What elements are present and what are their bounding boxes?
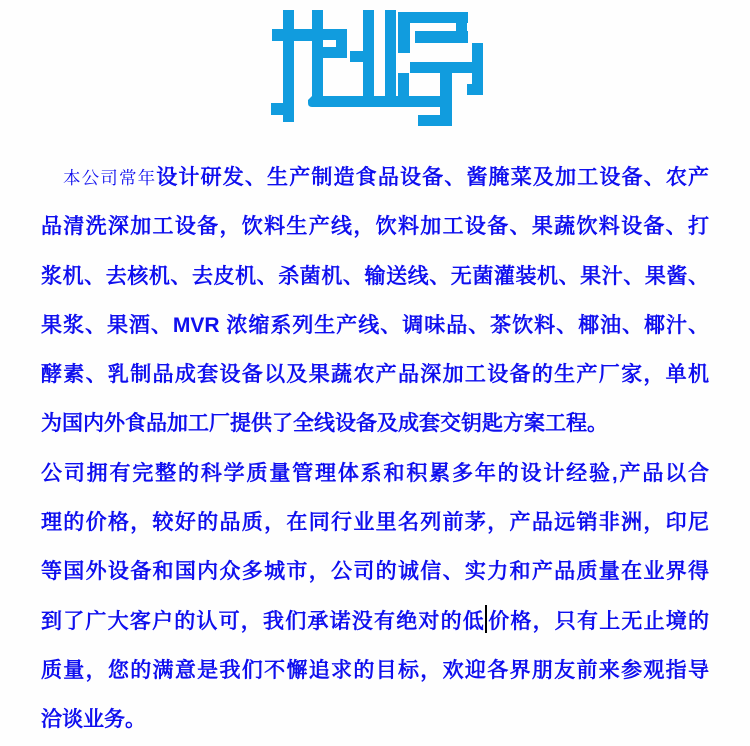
line-text: 到了广大客户的认可，我们承诺没有绝对的低: [41, 609, 485, 633]
line-text: 价格，只有上无止境的: [487, 609, 709, 633]
paragraph-line: 浆机、去核机、去皮机、杀菌机、输送线、无菌灌装机、果汁、果酱、: [41, 264, 709, 288]
paragraph-line: 果浆、果酒、MVR 浓缩系列生产线、调味品、茶饮料、椰油、椰汁、: [41, 313, 709, 337]
paragraph-line: [41, 597, 709, 646]
document-body: [41, 153, 709, 745]
lead-in-text: 本公司常年: [63, 168, 157, 188]
company-strength-paragraph[interactable]: [41, 449, 709, 745]
paragraph-line: 酵素、乳制品成套设备以及果蔬农产品深加工设备的生产厂家，单机: [41, 363, 709, 387]
intro-paragraph[interactable]: [41, 153, 709, 449]
paragraph-line: 等国外设备和国内众多城市，公司的诚信、实力和产品质量在业界得: [41, 560, 709, 584]
paragraph-line: 公司拥有完整的科学质量管理体系和积累多年的设计经验,产品以合: [41, 461, 709, 485]
paragraph-line: 质量，您的满意是我们不懈追求的目标，欢迎各界朋友前来参观指导: [41, 658, 709, 682]
line-text: 设计研发、生产制造食品设备、酱腌菜及加工设备、农产: [156, 166, 710, 189]
company-logo: [268, 6, 488, 132]
paragraph-line: 洽谈业务。: [41, 708, 146, 732]
paragraph-line: 品清洗深加工设备，饮料生产线，饮料加工设备、果蔬饮料设备、打: [41, 215, 709, 239]
paragraph-line: [41, 153, 709, 202]
paragraph-line: 为国内外食品加工厂提供了全线设备及成套交钥匙方案工程。: [41, 412, 608, 436]
paragraph-line: 理的价格，较好的品质，在同行业里名列前茅，产品远销非洲，印尼: [41, 511, 709, 535]
